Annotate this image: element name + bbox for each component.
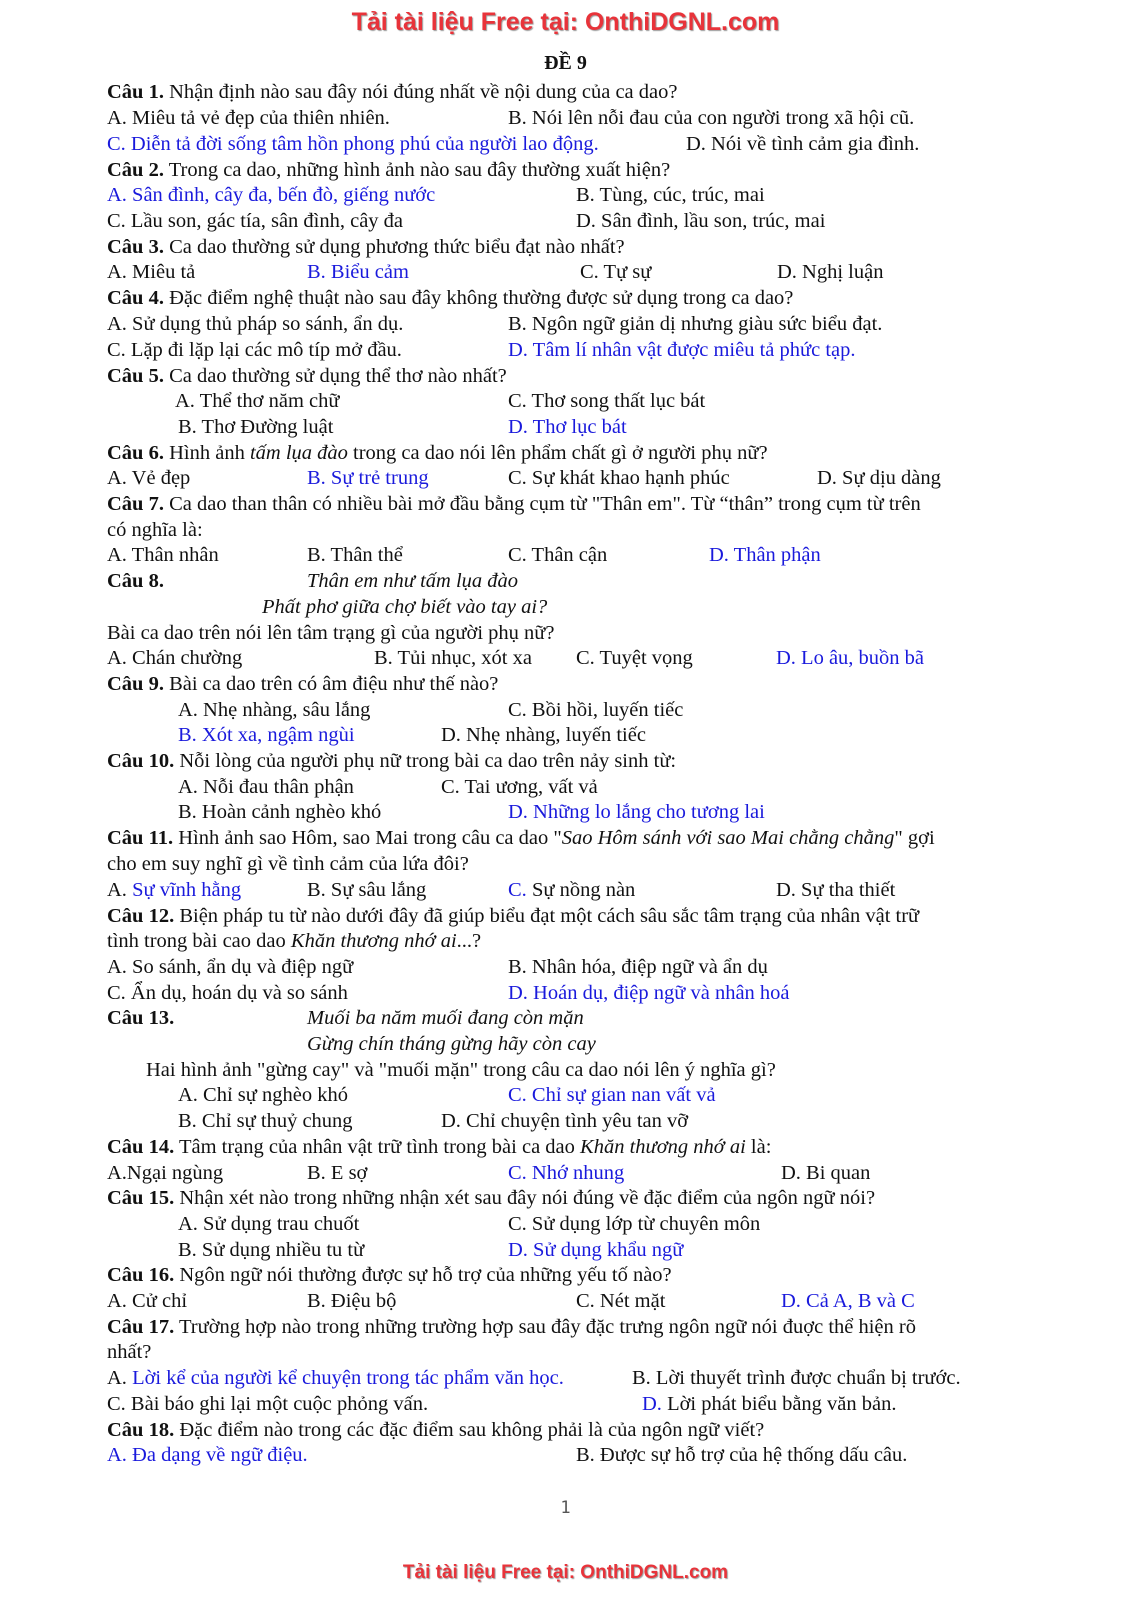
option-a-correct: A. Đa dạng về ngữ điệu.: [107, 1444, 308, 1466]
question-text: Nhận định nào sau đây nói đúng nhất về nội dung của ca dao?: [163, 81, 678, 103]
option-c-correct: C. Diễn tả đời sống tâm hồn phong phú của người lao động.: [107, 133, 599, 155]
options-row: [0, 877, 1131, 903]
options-row: [0, 465, 1131, 491]
options-row: [0, 1082, 1131, 1108]
poem-line: Phất phơ giữa chợ biết vào tay ai?: [262, 596, 548, 618]
option-a: A. Thể thơ năm chữ: [175, 390, 340, 412]
option-a-correct: A. Sân đình, cây đa, bến đò, giếng nước: [107, 184, 436, 206]
question-label: Câu 5.: [107, 365, 164, 387]
option-d: D. Bi quan: [781, 1162, 871, 1184]
question-18: [0, 1417, 1131, 1443]
options-row: [0, 1211, 1131, 1237]
question-text: là:: [745, 1136, 772, 1158]
question-text: Hình ảnh sao Hôm, sao Mai trong câu ca dao ": [173, 827, 562, 849]
option-a: A. Nhẹ nhàng, sâu lắng: [178, 699, 371, 721]
option-d: D. Nhẹ nhàng, luyến tiếc: [441, 724, 646, 746]
options-row: [0, 1160, 1131, 1186]
question-9: [0, 671, 1131, 697]
question-text: Đặc điểm nào trong các đặc điểm sau không phải là của ngôn ngữ viết?: [174, 1419, 765, 1441]
option-d: D. Sân đình, lầu son, trúc, mai: [576, 210, 826, 232]
poem-line: Thân em như tấm lụa đào: [307, 570, 519, 592]
header-banner[interactable]: Tải tài liệu Free tại: OnthiDGNL.com: [351, 8, 780, 36]
options-row: [0, 1391, 1131, 1417]
question-text: Hai hình ảnh "gừng cay" và "muối mặn" trong câu ca dao nói lên ý nghĩa gì?: [146, 1059, 776, 1081]
option-b: B. Chỉ sự thuỷ chung: [178, 1110, 353, 1132]
option-d-correct: D. Tâm lí nhân vật được miêu tả phức tạp.: [508, 339, 856, 361]
question-10: [0, 748, 1131, 774]
poem-row: [0, 594, 1131, 620]
question-text: có nghĩa là:: [107, 519, 203, 541]
option-d: D. Nói về tình cảm gia đình.: [686, 133, 920, 155]
option-c-correct: C. Nhớ nhung: [508, 1162, 625, 1184]
question-text: Ca dao thường sử dụng phương thức biểu đạt nào nhất?: [163, 236, 625, 258]
option-c: C. Tự sự: [580, 261, 652, 283]
question-17: [0, 1314, 1131, 1340]
option-a-prefix: A.: [107, 879, 133, 901]
option-d-prefix: D.: [642, 1393, 662, 1415]
options-row: [0, 980, 1131, 1006]
option-d: D. Nghị luận: [777, 261, 884, 283]
option-b: B. Tủi nhục, xót xa: [374, 647, 532, 669]
option-b: B. Được sự hỗ trợ của hệ thống dấu câu.: [576, 1444, 908, 1466]
question-label: Câu 17.: [107, 1316, 175, 1338]
question-label: Câu 1.: [107, 81, 164, 103]
option-d-correct: D. Thơ lục bát: [508, 416, 627, 438]
options-row: [0, 1288, 1131, 1314]
option-a: A. Miêu tả vẻ đẹp của thiên nhiên.: [107, 107, 390, 129]
question-text: tình trong bài cao dao: [107, 930, 291, 952]
question-11: [0, 825, 1131, 851]
options-row: [0, 311, 1131, 337]
options-row: [0, 722, 1131, 748]
options-row: [0, 414, 1131, 440]
option-a: A. So sánh, ẩn dụ và điệp ngữ: [107, 956, 354, 978]
question-7-cont: [0, 517, 1131, 543]
page-number: 1: [560, 1498, 571, 1518]
option-a: A. Vẻ đẹp: [107, 467, 191, 489]
option-d-correct: D. Những lo lắng cho tương lai: [508, 801, 765, 823]
options-row: [0, 388, 1131, 414]
question-label: Câu 6.: [107, 442, 164, 464]
option-b: B. Nói lên nỗi đau của con người trong xã hội cũ.: [508, 107, 915, 129]
options-row: [0, 259, 1131, 285]
option-c: Sự nồng nàn: [526, 879, 636, 901]
option-c: C. Sự khát khao hạnh phúc: [508, 467, 730, 489]
option-d: Lời phát biểu bằng văn bản.: [661, 1393, 897, 1415]
option-a: A. Chỉ sự nghèo khó: [178, 1084, 348, 1106]
option-c: C. Lặp đi lặp lại các mô típ mở đầu.: [107, 339, 402, 361]
option-a: A. Chán chường: [107, 647, 243, 669]
options-row: [0, 131, 1131, 157]
option-b: B. Thân thể: [307, 544, 403, 566]
question-label: Câu 8.: [107, 570, 164, 592]
option-b: B. Tùng, cúc, trúc, mai: [576, 184, 765, 206]
question-text: Đặc điểm nghệ thuật nào sau đây không thường được sử dụng trong ca dao?: [163, 287, 794, 309]
option-a: A.Ngại ngùng: [107, 1162, 224, 1184]
question-label: Câu 16.: [107, 1264, 175, 1286]
option-c: C. Lầu son, gác tía, sân đình, cây đa: [107, 210, 404, 232]
question-label: Câu 3.: [107, 236, 164, 258]
option-c: C. Tai ương, vất vả: [441, 776, 598, 798]
option-c-correct: C. Chỉ sự gian nan vất vả: [508, 1084, 716, 1106]
option-d-correct: D. Sử dụng khẩu ngữ: [508, 1239, 684, 1261]
poem-row: [0, 1031, 1131, 1057]
exam-title: ĐỀ 9: [544, 52, 587, 74]
question-1: [0, 79, 1131, 105]
question-text: Biện pháp tu từ nào dưới đây đã giúp biểu đạt một cách sâu sắc tâm trạng của nhân vật trữ: [174, 905, 920, 927]
question-3: [0, 234, 1131, 260]
question-13: [0, 1005, 1131, 1031]
option-a: A. Sử dụng trau chuốt: [178, 1213, 360, 1235]
question-text: nhất?: [107, 1341, 152, 1363]
option-c: C. Tuyệt vọng: [576, 647, 693, 669]
question-label: Câu 2.: [107, 159, 164, 181]
question-text: ...?: [456, 930, 482, 952]
option-b-correct: B. Xót xa, ngậm ngùi: [178, 724, 355, 746]
option-b-correct: B. Biểu cảm: [307, 261, 409, 283]
question-label: Câu 14.: [107, 1136, 175, 1158]
options-row: [0, 697, 1131, 723]
question-text: Trường hợp nào trong những trường hợp sau đây đặc trưng ngôn ngữ nói đuợc thể hiện rõ: [174, 1316, 916, 1338]
option-d-correct: D. Lo âu, buồn bã: [776, 647, 925, 669]
options-row: [0, 1237, 1131, 1263]
question-text: " gợi: [894, 827, 935, 849]
question-text: Ca dao thường sử dụng thể thơ nào nhất?: [163, 365, 507, 387]
question-label: Câu 15.: [107, 1187, 175, 1209]
options-row: [0, 1108, 1131, 1134]
option-b: B. Lời thuyết trình được chuẩn bị trước.: [632, 1367, 961, 1389]
question-label: Câu 7.: [107, 493, 164, 515]
question-label: Câu 18.: [107, 1419, 175, 1441]
question-4: [0, 285, 1131, 311]
option-b: B. Sự sâu lắng: [307, 879, 427, 901]
option-d: D. Sự dịu dàng: [817, 467, 941, 489]
question-16: [0, 1262, 1131, 1288]
option-d-correct: D. Cả A, B và C: [781, 1290, 915, 1312]
question-12-cont: [0, 928, 1131, 954]
options-row: [0, 645, 1131, 671]
question-text: Ca dao than thân có nhiều bài mở đầu bằng cụm từ "Thân em". Từ “thân” trong cụm từ trên: [163, 493, 921, 515]
question-label: Câu 10.: [107, 750, 175, 772]
option-a: A. Cử chỉ: [107, 1290, 188, 1312]
option-a: A. Nỗi đau thân phận: [178, 776, 354, 798]
question-text: Nỗi lòng của người phụ nữ trong bài ca dao trên nảy sinh từ:: [174, 750, 677, 772]
question-7: [0, 491, 1131, 517]
option-b: B. Sử dụng nhiều tu từ: [178, 1239, 365, 1261]
question-5: [0, 363, 1131, 389]
option-b-correct: B. Sự trẻ trung: [307, 467, 429, 489]
option-b: B. Nhân hóa, điệp ngữ và ẩn dụ: [508, 956, 768, 978]
option-d-correct: D. Thân phận: [709, 544, 821, 566]
question-text-italic: tấm lụa đào: [249, 442, 348, 464]
option-a: A. Miêu tả: [107, 261, 196, 283]
option-d: D. Sự tha thiết: [776, 879, 896, 901]
option-a: A. Thân nhân: [107, 544, 219, 566]
question-6: [0, 440, 1131, 466]
option-a-correct: Lời kể của người kể chuyện trong tác phẩm văn học.: [132, 1367, 564, 1389]
option-b: B. Điệu bộ: [307, 1290, 397, 1312]
options-row: [0, 774, 1131, 800]
option-c: C. Bồi hồi, luyến tiếc: [508, 699, 684, 721]
poem-line: Gừng chín tháng gừng hãy còn cay: [307, 1033, 596, 1055]
options-row: [0, 1442, 1131, 1468]
question-8: [0, 568, 1131, 594]
question-text: trong ca dao nói lên phẩm chất gì ở người phụ nữ?: [347, 442, 768, 464]
option-c: C. Ẩn dụ, hoán dụ và so sánh: [107, 982, 348, 1004]
option-c: C. Bài báo ghi lại một cuộc phỏng vấn.: [107, 1393, 429, 1415]
question-text: Hình ảnh: [163, 442, 250, 464]
question-11-cont: [0, 851, 1131, 877]
option-b: B. Thơ Đường luật: [178, 416, 334, 438]
question-14: [0, 1134, 1131, 1160]
question-label: Câu 13.: [107, 1007, 175, 1029]
options-row: [0, 337, 1131, 363]
option-b: B. Hoàn cảnh nghèo khó: [178, 801, 382, 823]
question-label: Câu 9.: [107, 673, 164, 695]
question-label: Câu 11.: [107, 827, 174, 849]
question-text: Tâm trạng của nhân vật trữ tình trong bài ca dao: [174, 1136, 581, 1158]
option-c: C. Sử dụng lớp từ chuyên môn: [508, 1213, 761, 1235]
option-c: C. Thơ song thất lục bát: [508, 390, 706, 412]
options-row: [0, 542, 1131, 568]
option-a: A. Sử dụng thủ pháp so sánh, ẩn dụ.: [107, 313, 404, 335]
poem-line: Muối ba năm muối đang còn mặn: [307, 1007, 584, 1029]
question-15: [0, 1185, 1131, 1211]
option-c-prefix: C.: [508, 879, 527, 901]
option-a-correct: Sự vĩnh hằng: [132, 879, 242, 901]
option-d-correct: D. Hoán dụ, điệp ngữ và nhân hoá: [508, 982, 790, 1004]
options-row: [0, 105, 1131, 131]
question-text: Ngôn ngữ nói thường được sự hỗ trợ của những yếu tố nào?: [174, 1264, 672, 1286]
question-text: Trong ca dao, những hình ảnh nào sau đây thường xuất hiện?: [163, 159, 671, 181]
options-row: [0, 954, 1131, 980]
question-text: cho em suy nghĩ gì về tình cảm của lứa đôi?: [107, 853, 469, 875]
question-label: Câu 4.: [107, 287, 164, 309]
question-2: [0, 157, 1131, 183]
question-17-cont: [0, 1339, 1131, 1365]
option-c: C. Nét mặt: [576, 1290, 666, 1312]
option-d: D. Chỉ chuyện tình yêu tan vỡ: [441, 1110, 689, 1132]
question-text: Bài ca dao trên có âm điệu như thế nào?: [163, 673, 499, 695]
options-row: [0, 208, 1131, 234]
question-text: Nhận xét nào trong những nhận xét sau đây nói đúng về đặc điểm của ngôn ngữ nói?: [174, 1187, 876, 1209]
question-12: [0, 903, 1131, 929]
footer-banner[interactable]: Tải tài liệu Free tại: OnthiDGNL.com: [402, 1562, 729, 1583]
question-label: Câu 12.: [107, 905, 175, 927]
question-text-row: [0, 1057, 1131, 1083]
question-text-row: [0, 620, 1131, 646]
question-text-italic: Khăn thương nhớ ai: [580, 1136, 746, 1158]
option-a-prefix: A.: [107, 1367, 133, 1389]
options-row: [0, 182, 1131, 208]
question-text: Bài ca dao trên nói lên tâm trạng gì của người phụ nữ?: [107, 622, 555, 644]
options-row: [0, 799, 1131, 825]
options-row: [0, 1365, 1131, 1391]
option-c: C. Thân cận: [508, 544, 608, 566]
question-text-italic: Sao Hôm sánh với sao Mai chằng chằng: [561, 827, 895, 849]
question-text-italic: Khăn thương nhớ ai: [290, 930, 457, 952]
option-b: B. Ngôn ngữ giản dị nhưng giàu sức biểu đạt.: [508, 313, 883, 335]
option-b: B. E sợ: [307, 1162, 368, 1184]
